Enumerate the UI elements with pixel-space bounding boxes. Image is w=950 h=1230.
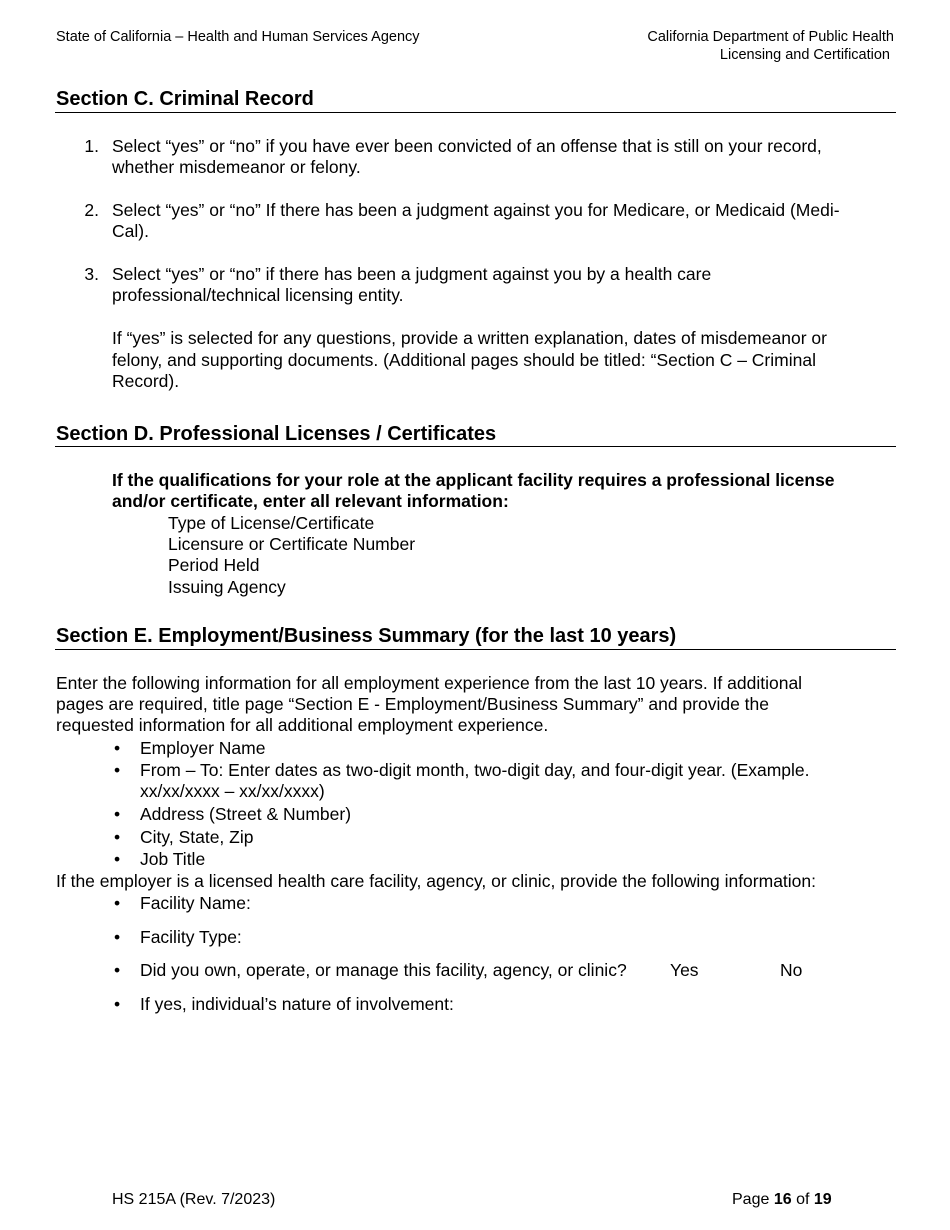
bullet-icon: • <box>114 994 121 1014</box>
bullet-employer-name: Employer Name <box>140 738 266 758</box>
section-e-intro-line: Enter the following information for all employment experience from the last 10 years. If additional <box>56 673 803 693</box>
item-text-line: Select “yes” or “no” If there has been a judgment against you for Medicare, or Medicaid (Medi- <box>112 200 840 220</box>
page-current: 16 <box>773 1191 792 1208</box>
section-e-rule <box>55 649 896 650</box>
section-d-rule <box>55 446 896 447</box>
page-total: 19 <box>813 1191 832 1208</box>
bullet-icon: • <box>114 893 121 913</box>
bullet-icon: • <box>114 804 121 824</box>
bullet-address: Address (Street & Number) <box>140 804 352 824</box>
item-number: 2. <box>84 200 99 220</box>
bullet-icon: • <box>114 849 121 869</box>
footer-page-number <box>732 1190 832 1210</box>
bullet-from-to: From – To: Enter dates as two-digit month, two-digit day, and four-digit year. (Example. <box>140 760 810 780</box>
bullet-icon: • <box>114 960 121 980</box>
section-d-title: Section D. Professional Licenses / Certificates <box>56 423 497 445</box>
bullet-icon: • <box>114 827 121 847</box>
field-period-held: Period Held <box>168 555 260 575</box>
page-of: of <box>796 1191 810 1208</box>
section-e-intro-line: requested information for all additional employment experience. <box>56 715 549 735</box>
field-license-number: Licensure or Certificate Number <box>168 534 416 554</box>
own-yes-option[interactable]: Yes <box>670 960 699 980</box>
item-text-line: Select “yes” or “no” if there has been a judgment against you by a health care <box>112 264 712 284</box>
bullet-involvement: If yes, individual’s nature of involvement: <box>140 994 454 1014</box>
section-c-rule <box>55 112 896 113</box>
bullet-from-to-example: xx/xx/xxxx – xx/xx/xxxx) <box>140 781 325 801</box>
note-line: Record). <box>112 371 180 391</box>
facility-intro: If the employer is a licensed health care facility, agency, or clinic, provide the following information: <box>56 871 817 891</box>
header-division: Licensing and Certification <box>719 47 890 63</box>
section-d-intro-line: If the qualifications for your role at the applicant facility requires a professional license <box>112 470 835 490</box>
bullet-job-title: Job Title <box>140 849 206 869</box>
section-e-intro-line: pages are required, title page “Section E - Employment/Business Summary” and provide the <box>56 694 769 714</box>
section-c-title: Section C. Criminal Record <box>56 88 314 110</box>
bullet-icon: • <box>114 760 121 780</box>
footer-form-id: HS 215A (Rev. 7/2023) <box>112 1191 276 1208</box>
item-text-line: professional/technical licensing entity. <box>112 285 404 305</box>
item-text-line: Select “yes” or “no” if you have ever been convicted of an offense that is still on your record, <box>112 136 822 156</box>
item-number: 1. <box>84 136 99 156</box>
item-text-line: whether misdemeanor or felony. <box>112 157 361 177</box>
bullet-facility-type: Facility Type: <box>140 927 242 947</box>
bullet-icon: • <box>114 927 121 947</box>
field-license-type: Type of License/Certificate <box>168 513 375 533</box>
bullet-icon: • <box>114 738 121 758</box>
note-line: If “yes” is selected for any questions, provide a written explanation, dates of misdemeanor or <box>112 328 827 348</box>
item-number: 3. <box>84 264 99 284</box>
section-d-intro-line: and/or certificate, enter all relevant information: <box>112 491 509 511</box>
bullet-facility-name: Facility Name: <box>140 893 251 913</box>
own-no-option[interactable]: No <box>780 960 803 980</box>
header-department: California Department of Public Health <box>647 29 894 45</box>
page-prefix: Page <box>732 1191 770 1208</box>
header-agency: State of California – Health and Human Services Agency <box>56 29 420 45</box>
bullet-city-state-zip: City, State, Zip <box>140 827 254 847</box>
bullet-own-question: Did you own, operate, or manage this facility, agency, or clinic? <box>140 960 627 980</box>
note-line: felony, and supporting documents. (Additional pages should be titled: “Section C – Criminal <box>112 350 816 370</box>
item-text-line: Cal). <box>112 221 149 241</box>
section-e-title: Section E. Employment/Business Summary (for the last 10 years) <box>56 625 677 647</box>
field-issuing-agency: Issuing Agency <box>168 577 286 597</box>
